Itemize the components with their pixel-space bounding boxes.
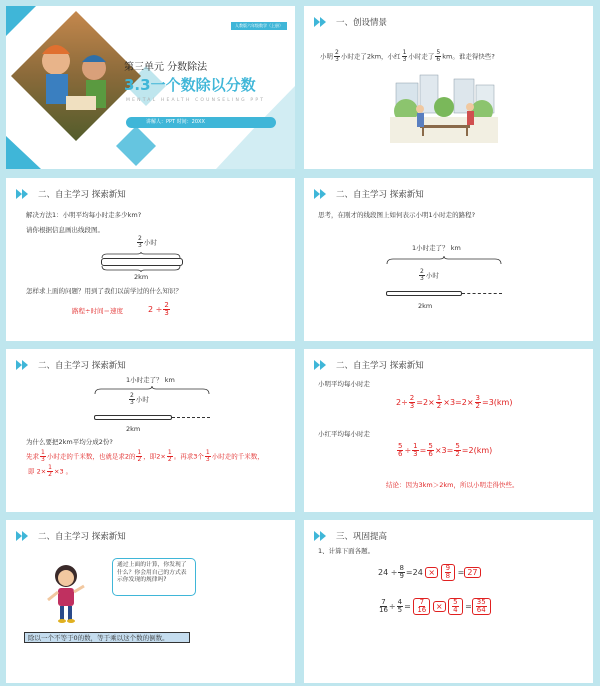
- slide-header: 二、自主学习 探索新知: [314, 188, 424, 200]
- top-label: 1小时走了？ km: [412, 244, 461, 252]
- slide-scenario: [304, 6, 593, 169]
- dashed-extension: [462, 293, 502, 294]
- park-illustration: [390, 71, 498, 143]
- exercise-2: $\frac{7}{16}$ ÷ $\frac{4}{5}$ = $\frac{7}{16}$ × $\frac{5}{4}$ = $\frac{35}{64}$: [378, 598, 491, 615]
- chevron-icon: [314, 360, 328, 370]
- expression: 2 ÷ $\frac{2}{3}$: [148, 301, 169, 317]
- time-label: $\frac{2}{3}$ 小时: [420, 268, 439, 282]
- question: 小明 $\frac{2}{3}$ 小时走了2km，小红 $\frac{1}{3}$ 小时走了 $\frac{5}{6}$ km。谁走得快些?: [320, 49, 495, 63]
- slide-title: [6, 6, 295, 169]
- reason-line-1: 先求 $\frac{1}{3}$ 小时走的千米数，也就是求2的 $\frac{1}{2}$ ，即2× $\frac{1}{2}$ 。再求3个 $\frac{1}{3}$ 小时走的千米数，: [26, 449, 264, 463]
- slide-practice: [304, 520, 593, 683]
- answer-box[interactable]: ×: [425, 567, 438, 578]
- top-brace: [94, 386, 210, 394]
- slide-method1: [6, 178, 295, 341]
- top-label: 1小时走了？ km: [126, 376, 175, 384]
- xiaoming-expression: 2÷ $\frac{2}{3}$ =2× $\frac{1}{2}$ ×3=2× $\frac{3}{2}$ =3(km): [396, 394, 513, 410]
- chevron-icon: [16, 189, 30, 199]
- answer-box[interactable]: ×: [433, 601, 446, 612]
- slide-header: 三、巩固提高: [314, 530, 387, 542]
- slide-header: 二、自主学习 探索新知: [16, 359, 126, 371]
- distance-label: 2km: [126, 425, 141, 433]
- conclusion: 结论：因为3km＞2km，所以小明走得快些。: [386, 481, 519, 489]
- formula: 路程÷时间＝速度: [72, 307, 123, 315]
- xiaoming-label: 小明平均每小时走: [318, 380, 370, 388]
- instruction-line: 请你根据信息画出线段图。: [26, 226, 104, 234]
- top-badge: 人教版六年级数学（上册）: [231, 22, 287, 30]
- slide-think: [304, 178, 593, 341]
- line-segment-bar: [101, 258, 183, 266]
- rule-box: 除以一个不等于0的数，等于乘以这个数的倒数。: [24, 632, 190, 643]
- answer-box[interactable]: $\frac{5}{4}$: [448, 598, 462, 615]
- practice-title: 1、计算下面各题。: [318, 547, 375, 555]
- slide-header: 二、自主学习 探索新知: [314, 359, 424, 371]
- bottom-brace: [101, 266, 181, 272]
- answer-box[interactable]: 27: [464, 567, 480, 578]
- xiaohong-expression: $\frac{5}{6}$ ÷ $\frac{1}{3}$ = $\frac{5}{6}$ ×3= $\frac{5}{2}$ =2(km): [398, 442, 493, 458]
- answer-box[interactable]: $\frac{7}{16}$: [413, 598, 430, 615]
- answer-box[interactable]: $\frac{9}{8}$: [441, 564, 455, 581]
- top-brace: [386, 256, 502, 264]
- think-line: 思考，在刚才的线段图上如何表示小明1小时走的路程?: [318, 211, 476, 219]
- lesson-title: 3.3一个数除以分数: [124, 76, 256, 94]
- time-label: $\frac{2}{3}$ 小时: [138, 235, 157, 249]
- presenter-pill: 讲解人：PPT 时间：20XX: [126, 117, 276, 128]
- chevron-icon: [16, 360, 30, 370]
- chevron-icon: [314, 17, 328, 27]
- slide-compute: [304, 349, 593, 512]
- speech-bubble: 通过上面的计算，你发现了什么？你会用自己的方式表示你发现的规律吗?: [112, 558, 196, 596]
- slide-header: 一、创设情景: [314, 16, 387, 28]
- girl-character: [44, 562, 88, 624]
- slide-header: 二、自主学习 探索新知: [16, 530, 126, 542]
- slide-explain: [6, 349, 295, 512]
- xiaohong-label: 小红平均每小时走: [318, 430, 370, 438]
- reason-line-2: 即 2× $\frac{1}{2}$ ×3 。: [28, 464, 73, 478]
- line-segment-bar: [94, 415, 172, 420]
- line-segment-bar: [386, 291, 462, 296]
- slide-discover: [6, 520, 295, 683]
- distance-label: 2km: [134, 273, 149, 281]
- chevron-icon: [314, 531, 328, 541]
- distance-label: 2km: [418, 302, 433, 310]
- method-line: 解决方法1：小明平均每小时走多少km?: [26, 211, 142, 219]
- subtitle-en: MENTAL HEALTH COUNSELING PPT: [126, 98, 266, 103]
- question: 怎样求上面的问题？用到了我们以前学过的什么知识？: [26, 287, 182, 295]
- slide-header: 二、自主学习 探索新知: [16, 188, 126, 200]
- dashed-extension: [172, 417, 210, 418]
- answer-box[interactable]: $\frac{35}{64}$: [472, 598, 491, 615]
- unit-title: 第三单元 分数除法: [124, 62, 208, 73]
- time-label: $\frac{2}{3}$ 小时: [130, 392, 149, 406]
- chevron-icon: [314, 189, 328, 199]
- exercise-1: 24 ÷ $\frac{8}{9}$ =24 × $\frac{9}{8}$ = 27: [378, 564, 481, 581]
- chevron-icon: [16, 531, 30, 541]
- question: 为什么要把2km平均分成2份?: [26, 438, 113, 446]
